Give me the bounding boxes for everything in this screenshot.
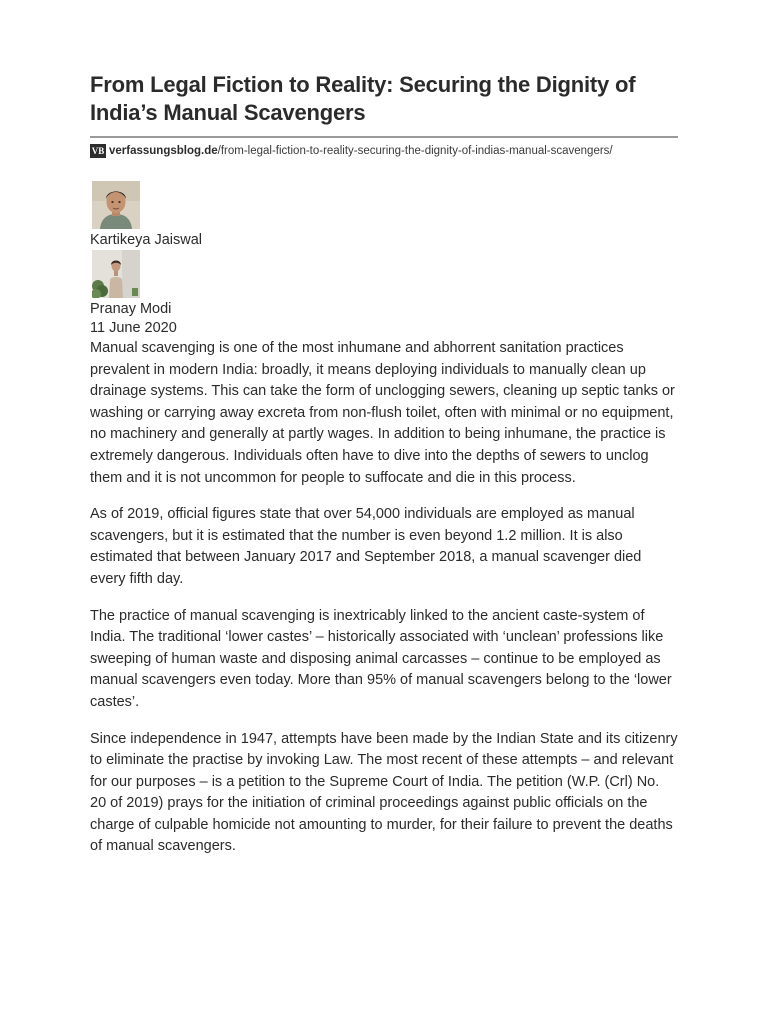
source-link[interactable] (109, 144, 613, 158)
author-photo-icon (92, 181, 140, 229)
source-line (90, 144, 678, 158)
author-list (90, 181, 678, 338)
author-entry (90, 250, 678, 319)
paragraph: The practice of manual scavenging is inextricably linked to the ancient caste-system of India. The traditional ‘lower castes’ – historically associated with ‘unclean’ professions like sweeping of human waste and disposing animal carcasses – continue to be employed as manual scavengers even today. More than 95% of manual scavengers belong to the ‘lower castes’. (90, 607, 672, 710)
publication-date: 11 June 2020 (90, 320, 177, 336)
article-body (90, 338, 678, 858)
author-entry (90, 181, 678, 250)
paragraph: Manual scavenging is one of the most inhumane and abhorrent sanitation practices prevalent in modern India: broadly, it means deploying individuals to manually clean up drainage systems. This can take the form of unclogging sewers, cleaning up septic tanks or washing or carrying away excreta from non-flush toilet, often with minimal or no equipment, no machinery and generally at partly wages. In addition to being inhumane, the practice is extremely dangerous. Individuals often have to dive into the depths of sewers to unclog them and it is not uncommon for people to suffocate and die in this process. (90, 340, 675, 486)
paragraph: As of 2019, official figures state that over 54,000 individuals are employed as manual scavengers, but it is estimated that the number is even beyond 1.2 million. It is also estimated that between January 2017 and September 2018, a manual scavenger died every fifth day. (90, 506, 642, 587)
source-domain: verfassungsblog.de (109, 145, 218, 157)
author-photo-icon (92, 250, 140, 298)
paragraph: Since independence in 1947, attempts have been made by the Indian State and its citizenry to eliminate the practise by invoking Law. The most recent of these attempts – and relevant for our purposes – is a petition to the Supreme Court of India. The petition (W.P. (Crl) No. 20 of 2019) prays for the initiation of criminal proceedings against public officials on the charge of culpable homicide not amounting to murder, for their failure to prevent the deaths of manual scavengers. (90, 730, 678, 855)
title-divider (90, 136, 678, 138)
author-name: Kartikeya Jaiswal (90, 232, 203, 248)
verfassungsblog-logo-icon: VB (91, 146, 105, 156)
author-name: Pranay Modi (90, 301, 172, 317)
article-title: From Legal Fiction to Reality: Securing the Dignity of India’s Manual Scavengers (90, 72, 636, 125)
source-path: /from-legal-fiction-to-reality-securing-the-dignity-of-indias-manual-scavengers/ (217, 145, 613, 157)
